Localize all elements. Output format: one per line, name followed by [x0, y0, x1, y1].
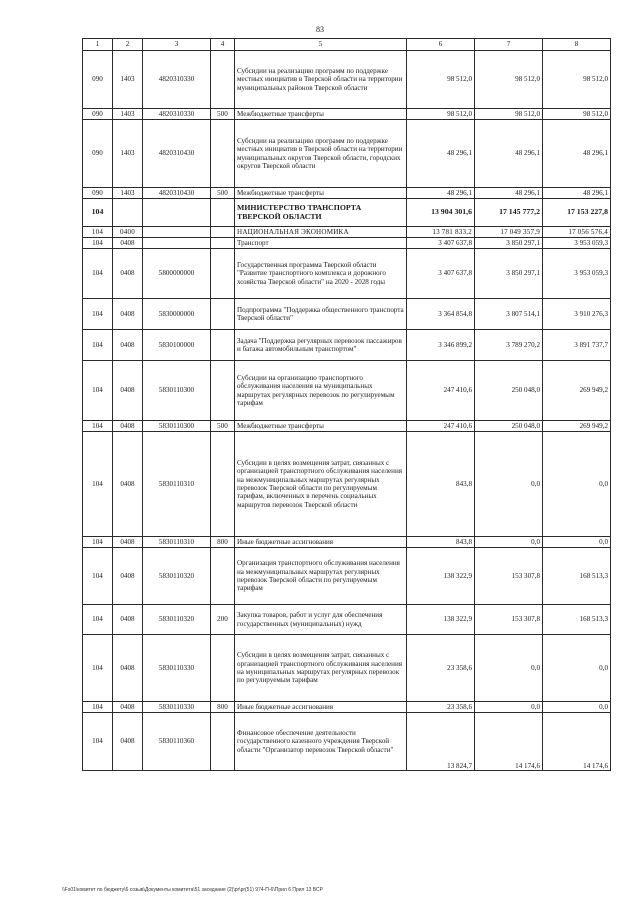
- cell-section-code: 0408: [113, 299, 143, 330]
- cell-description: Межбюджетные трансферты: [235, 188, 407, 199]
- table-row: [83, 361, 611, 421]
- cell-amount-year1: 843,8: [407, 432, 475, 537]
- cell-section-code: 0408: [113, 635, 143, 702]
- cell-admin-code: 104: [83, 713, 113, 771]
- cell-amount-year2: 48 296,1: [475, 120, 543, 188]
- cell-expense-type: 500: [211, 421, 235, 432]
- cell-admin-code: 104: [83, 330, 113, 361]
- cell-description: Транспорт: [235, 238, 407, 249]
- cell-section-code: 0408: [113, 421, 143, 432]
- cell-amount-year3: 168 513,3: [543, 605, 611, 635]
- cell-admin-code: 104: [83, 299, 113, 330]
- cell-target-article: [143, 227, 211, 238]
- cell-amount-year2: 3 807 514,1: [475, 299, 543, 330]
- cell-description: Финансовое обеспечение деятельности государственного казенного учреждения Тверской области "Организатор перевозок Тверской области": [235, 713, 407, 771]
- cell-amount-year3: 48 296,1: [543, 120, 611, 188]
- cell-target-article: 5830110300: [143, 421, 211, 432]
- cell-expense-type: [211, 635, 235, 702]
- cell-amount-year1: 3 346 899,2: [407, 330, 475, 361]
- cell-admin-code: 104: [83, 432, 113, 537]
- cell-description: Закупка товаров, работ и услуг для обеспечения государственных (муниципальных) нужд: [235, 605, 407, 635]
- footer-file-path: \\Fs01\комитет по бюджету\6 созыв\Документы комитета\51 заседание (2)\pr\pr(51) 974-П-6\Прил 6 Прил 13 ВСР: [62, 887, 323, 893]
- cell-target-article: 5830110330: [143, 702, 211, 713]
- cell-description: Субсидии в целях возмещения затрат, связанных с организацией транспортного обслуживания населения на межмуниципальных маршрутах регулярных перевозок Тверской области по регулируемым тарифам, включенных в перечень социальных маршрутов перевозок Тверской области: [235, 432, 407, 537]
- cell-expense-type: [211, 330, 235, 361]
- cell-description: МИНИСТЕРСТВО ТРАНСПОРТА ТВЕРСКОЙ ОБЛАСТИ: [235, 199, 407, 227]
- cell-section-code: [113, 199, 143, 227]
- cell-admin-code: 104: [83, 361, 113, 421]
- page-number: 83: [316, 25, 324, 34]
- cell-section-code: 0408: [113, 713, 143, 771]
- cell-amount-year2: 0,0: [475, 635, 543, 702]
- cell-amount-year3: 3 910 276,3: [543, 299, 611, 330]
- cell-target-article: 5830110360: [143, 713, 211, 771]
- cell-amount-year2: 98 512,0: [475, 51, 543, 109]
- cell-amount-year2: 17 145 777,2: [475, 199, 543, 227]
- cell-amount-year1: 3 364 854,8: [407, 299, 475, 330]
- cell-target-article: 5830110310: [143, 537, 211, 548]
- column-header: 2: [113, 39, 143, 51]
- cell-section-code: 0408: [113, 238, 143, 249]
- column-header: 4: [211, 39, 235, 51]
- cell-expense-type: 800: [211, 537, 235, 548]
- column-header: 1: [83, 39, 113, 51]
- budget-table: [82, 38, 611, 771]
- cell-amount-year2: 14 174,6: [475, 713, 543, 771]
- cell-description: Подпрограмма "Поддержка общественного транспорта Тверской области": [235, 299, 407, 330]
- cell-amount-year1: 23 358,6: [407, 635, 475, 702]
- cell-description: Иные бюджетные ассигнования: [235, 537, 407, 548]
- cell-admin-code: 104: [83, 249, 113, 299]
- cell-amount-year2: 17 049 357,9: [475, 227, 543, 238]
- cell-section-code: 0408: [113, 537, 143, 548]
- cell-expense-type: [211, 249, 235, 299]
- cell-amount-year3: 0,0: [543, 432, 611, 537]
- cell-amount-year2: 3 789 270,2: [475, 330, 543, 361]
- cell-admin-code: 090: [83, 188, 113, 199]
- cell-amount-year3: 269 949,2: [543, 361, 611, 421]
- cell-amount-year1: 48 296,1: [407, 120, 475, 188]
- cell-description: НАЦИОНАЛЬНАЯ ЭКОНОМИКА: [235, 227, 407, 238]
- cell-admin-code: 104: [83, 548, 113, 605]
- table-row: [83, 227, 611, 238]
- cell-amount-year3: 17 056 576,4: [543, 227, 611, 238]
- table-row: [83, 713, 611, 771]
- column-header: 5: [235, 39, 407, 51]
- cell-amount-year3: 3 953 059,3: [543, 238, 611, 249]
- cell-section-code: 1403: [113, 51, 143, 109]
- cell-description: Организация транспортного обслуживания населения на межмуниципальных маршрутах регулярных перевозок Тверской области по регулируемым тарифам: [235, 548, 407, 605]
- cell-expense-type: 200: [211, 605, 235, 635]
- cell-expense-type: [211, 51, 235, 109]
- cell-amount-year3: 269 949,2: [543, 421, 611, 432]
- cell-description: Государственная программа Тверской области "Развитие транспортного комплекса и дорожного хозяйства Тверской области" на 2020 - 2028 годы: [235, 249, 407, 299]
- cell-amount-year2: 250 048,0: [475, 361, 543, 421]
- table-row: [83, 199, 611, 227]
- cell-amount-year3: 98 512,0: [543, 109, 611, 120]
- cell-target-article: 5830110320: [143, 605, 211, 635]
- cell-section-code: 0408: [113, 361, 143, 421]
- cell-expense-type: [211, 199, 235, 227]
- cell-amount-year2: 3 850 297,1: [475, 249, 543, 299]
- cell-amount-year2: 153 307,8: [475, 605, 543, 635]
- table-header-row: [83, 39, 611, 51]
- cell-amount-year3: 98 512,0: [543, 51, 611, 109]
- cell-description: Субсидии на организацию транспортного обслуживания населения на муниципальных маршрутах регулярных перевозок по регулируемым тарифам: [235, 361, 407, 421]
- table-row: [83, 421, 611, 432]
- cell-amount-year2: 250 048,0: [475, 421, 543, 432]
- column-header: 7: [475, 39, 543, 51]
- cell-admin-code: 104: [83, 605, 113, 635]
- column-header: 3: [143, 39, 211, 51]
- cell-admin-code: 104: [83, 421, 113, 432]
- cell-amount-year1: 138 322,9: [407, 605, 475, 635]
- cell-target-article: 5830110310: [143, 432, 211, 537]
- cell-section-code: 0408: [113, 605, 143, 635]
- cell-amount-year3: 0,0: [543, 635, 611, 702]
- cell-amount-year3: 48 296,1: [543, 188, 611, 199]
- cell-amount-year1: 13 824,7: [407, 713, 475, 771]
- cell-amount-year1: 138 322,9: [407, 548, 475, 605]
- cell-amount-year1: 98 512,0: [407, 51, 475, 109]
- table-row: [83, 548, 611, 605]
- cell-expense-type: 500: [211, 188, 235, 199]
- cell-admin-code: 090: [83, 109, 113, 120]
- cell-amount-year1: 247 410,6: [407, 421, 475, 432]
- cell-amount-year2: 0,0: [475, 702, 543, 713]
- cell-section-code: 1403: [113, 120, 143, 188]
- cell-amount-year2: 3 850 297,1: [475, 238, 543, 249]
- cell-amount-year1: 98 512,0: [407, 109, 475, 120]
- cell-admin-code: 104: [83, 702, 113, 713]
- cell-target-article: 5830110320: [143, 548, 211, 605]
- cell-admin-code: 104: [83, 635, 113, 702]
- cell-admin-code: 104: [83, 199, 113, 227]
- cell-description: Субсидии на реализацию программ по поддержке местных инициатив в Тверской области на территории муниципальных районов Тверской области: [235, 51, 407, 109]
- cell-amount-year3: 17 153 227,8: [543, 199, 611, 227]
- cell-expense-type: [211, 227, 235, 238]
- cell-amount-year1: 3 407 637,8: [407, 238, 475, 249]
- cell-target-article: 4820310430: [143, 120, 211, 188]
- cell-section-code: 0408: [113, 249, 143, 299]
- cell-section-code: 0408: [113, 702, 143, 713]
- table-row: [83, 109, 611, 120]
- cell-amount-year2: 153 307,8: [475, 548, 543, 605]
- cell-expense-type: [211, 548, 235, 605]
- cell-expense-type: 500: [211, 109, 235, 120]
- cell-target-article: [143, 238, 211, 249]
- table-row: [83, 299, 611, 330]
- table-row: [83, 702, 611, 713]
- cell-target-article: 4820310330: [143, 109, 211, 120]
- cell-amount-year1: 23 358,6: [407, 702, 475, 713]
- cell-section-code: 1403: [113, 109, 143, 120]
- cell-target-article: 5800000000: [143, 249, 211, 299]
- table-row: [83, 635, 611, 702]
- cell-section-code: 0408: [113, 330, 143, 361]
- cell-admin-code: 090: [83, 120, 113, 188]
- column-header: 8: [543, 39, 611, 51]
- cell-admin-code: 104: [83, 238, 113, 249]
- cell-amount-year1: 13 781 833,2: [407, 227, 475, 238]
- cell-expense-type: 800: [211, 702, 235, 713]
- cell-target-article: 5830000000: [143, 299, 211, 330]
- cell-expense-type: [211, 238, 235, 249]
- cell-target-article: 5830100000: [143, 330, 211, 361]
- cell-description: Межбюджетные трансферты: [235, 421, 407, 432]
- table-body: [83, 51, 611, 771]
- table-row: [83, 249, 611, 299]
- cell-amount-year2: 0,0: [475, 432, 543, 537]
- table-row: [83, 432, 611, 537]
- cell-description: Иные бюджетные ассигнования: [235, 702, 407, 713]
- cell-expense-type: [211, 713, 235, 771]
- cell-section-code: 0408: [113, 548, 143, 605]
- cell-description: Задача "Поддержка регулярных перевозок пассажиров и багажа автомобильным транспортом": [235, 330, 407, 361]
- cell-amount-year2: 98 512,0: [475, 109, 543, 120]
- cell-amount-year3: 0,0: [543, 702, 611, 713]
- table-row: [83, 188, 611, 199]
- table-row: [83, 330, 611, 361]
- cell-amount-year3: 14 174,6: [543, 713, 611, 771]
- cell-target-article: 4820310430: [143, 188, 211, 199]
- cell-section-code: 0408: [113, 432, 143, 537]
- cell-amount-year3: 3 891 737,7: [543, 330, 611, 361]
- cell-admin-code: 090: [83, 51, 113, 109]
- table-row: [83, 120, 611, 188]
- cell-amount-year2: 48 296,1: [475, 188, 543, 199]
- cell-target-article: 5830110300: [143, 361, 211, 421]
- table-row: [83, 605, 611, 635]
- cell-section-code: 1403: [113, 188, 143, 199]
- table-row: [83, 537, 611, 548]
- cell-amount-year1: 3 407 637,8: [407, 249, 475, 299]
- cell-expense-type: [211, 361, 235, 421]
- cell-amount-year3: 168 513,3: [543, 548, 611, 605]
- cell-amount-year1: 48 296,1: [407, 188, 475, 199]
- cell-expense-type: [211, 120, 235, 188]
- cell-amount-year2: 0,0: [475, 537, 543, 548]
- cell-amount-year1: 247 410,6: [407, 361, 475, 421]
- cell-target-article: 5830110330: [143, 635, 211, 702]
- cell-amount-year3: 0,0: [543, 537, 611, 548]
- cell-target-article: [143, 199, 211, 227]
- cell-admin-code: 104: [83, 537, 113, 548]
- cell-description: Субсидии на реализацию программ по поддержке местных инициатив в Тверской области на территории муниципальных округов Тверской области, городских округов Тверской области: [235, 120, 407, 188]
- table-row: [83, 51, 611, 109]
- cell-amount-year1: 13 904 301,6: [407, 199, 475, 227]
- cell-description: Субсидии в целях возмещения затрат, связанных с организацией транспортного обслуживания населения на муниципальных маршрутах регулярных перевозок по регулируемым тарифам: [235, 635, 407, 702]
- cell-admin-code: 104: [83, 227, 113, 238]
- cell-amount-year1: 843,8: [407, 537, 475, 548]
- table-row: [83, 238, 611, 249]
- cell-expense-type: [211, 432, 235, 537]
- cell-expense-type: [211, 299, 235, 330]
- cell-description: Межбюджетные трансферты: [235, 109, 407, 120]
- cell-amount-year3: 3 953 059,3: [543, 249, 611, 299]
- cell-section-code: 0400: [113, 227, 143, 238]
- column-header: 6: [407, 39, 475, 51]
- cell-target-article: 4820310330: [143, 51, 211, 109]
